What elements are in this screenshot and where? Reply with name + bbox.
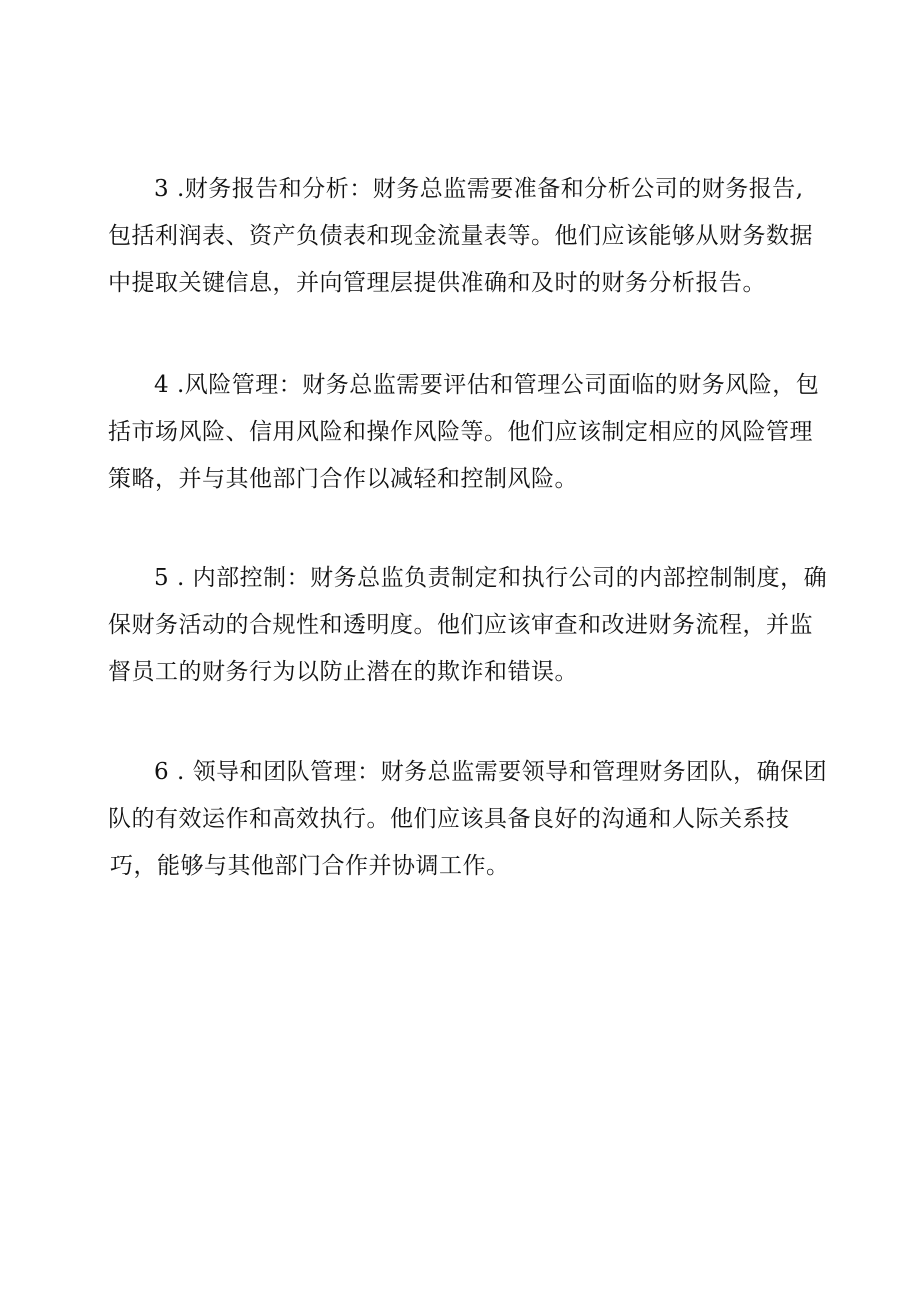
paragraph-line: 巧，能够与其他部门合作并协调工作。 <box>110 853 510 879</box>
paragraph-line: 5 . 内部控制：财务总监负责制定和执行公司的内部控制制度，确 <box>154 565 828 591</box>
paragraph-line: 6 . 领导和团队管理：财务总监需要领导和管理财务团队，确保团 <box>154 759 828 785</box>
paragraph-line: 队的有效运作和高效执行。他们应该具备良好的沟通和人际关系技 <box>108 806 790 832</box>
paragraph-line: 策略，并与其他部门合作以减轻和控制风险。 <box>108 466 578 492</box>
paragraph-line: 3 .财务报告和分析：财务总监需要准备和分析公司的财务报告, <box>154 176 804 202</box>
paragraph-line: 包括利润表、资产负债表和现金流量表等。他们应该能够从财务数据 <box>108 223 813 249</box>
paragraph-line: 括市场风险、信用风险和操作风险等。他们应该制定相应的风险管理 <box>108 419 813 445</box>
paragraph-line: 保财务活动的合规性和透明度。他们应该审查和改进财务流程，并监 <box>108 612 813 638</box>
paragraph-financial-reporting <box>108 166 816 307</box>
paragraph-line: 中提取关键信息，并向管理层提供准确和及时的财务分析报告。 <box>108 270 766 296</box>
paragraph-line: 4 .风险管理：财务总监需要评估和管理公司面临的财务风险，包 <box>154 372 820 398</box>
paragraph-internal-control <box>108 555 828 696</box>
paragraph-line: 督员工的财务行为以防止潜在的欺诈和错误。 <box>108 659 578 685</box>
paragraph-team-leadership <box>108 749 828 890</box>
paragraph-risk-management <box>108 362 820 503</box>
